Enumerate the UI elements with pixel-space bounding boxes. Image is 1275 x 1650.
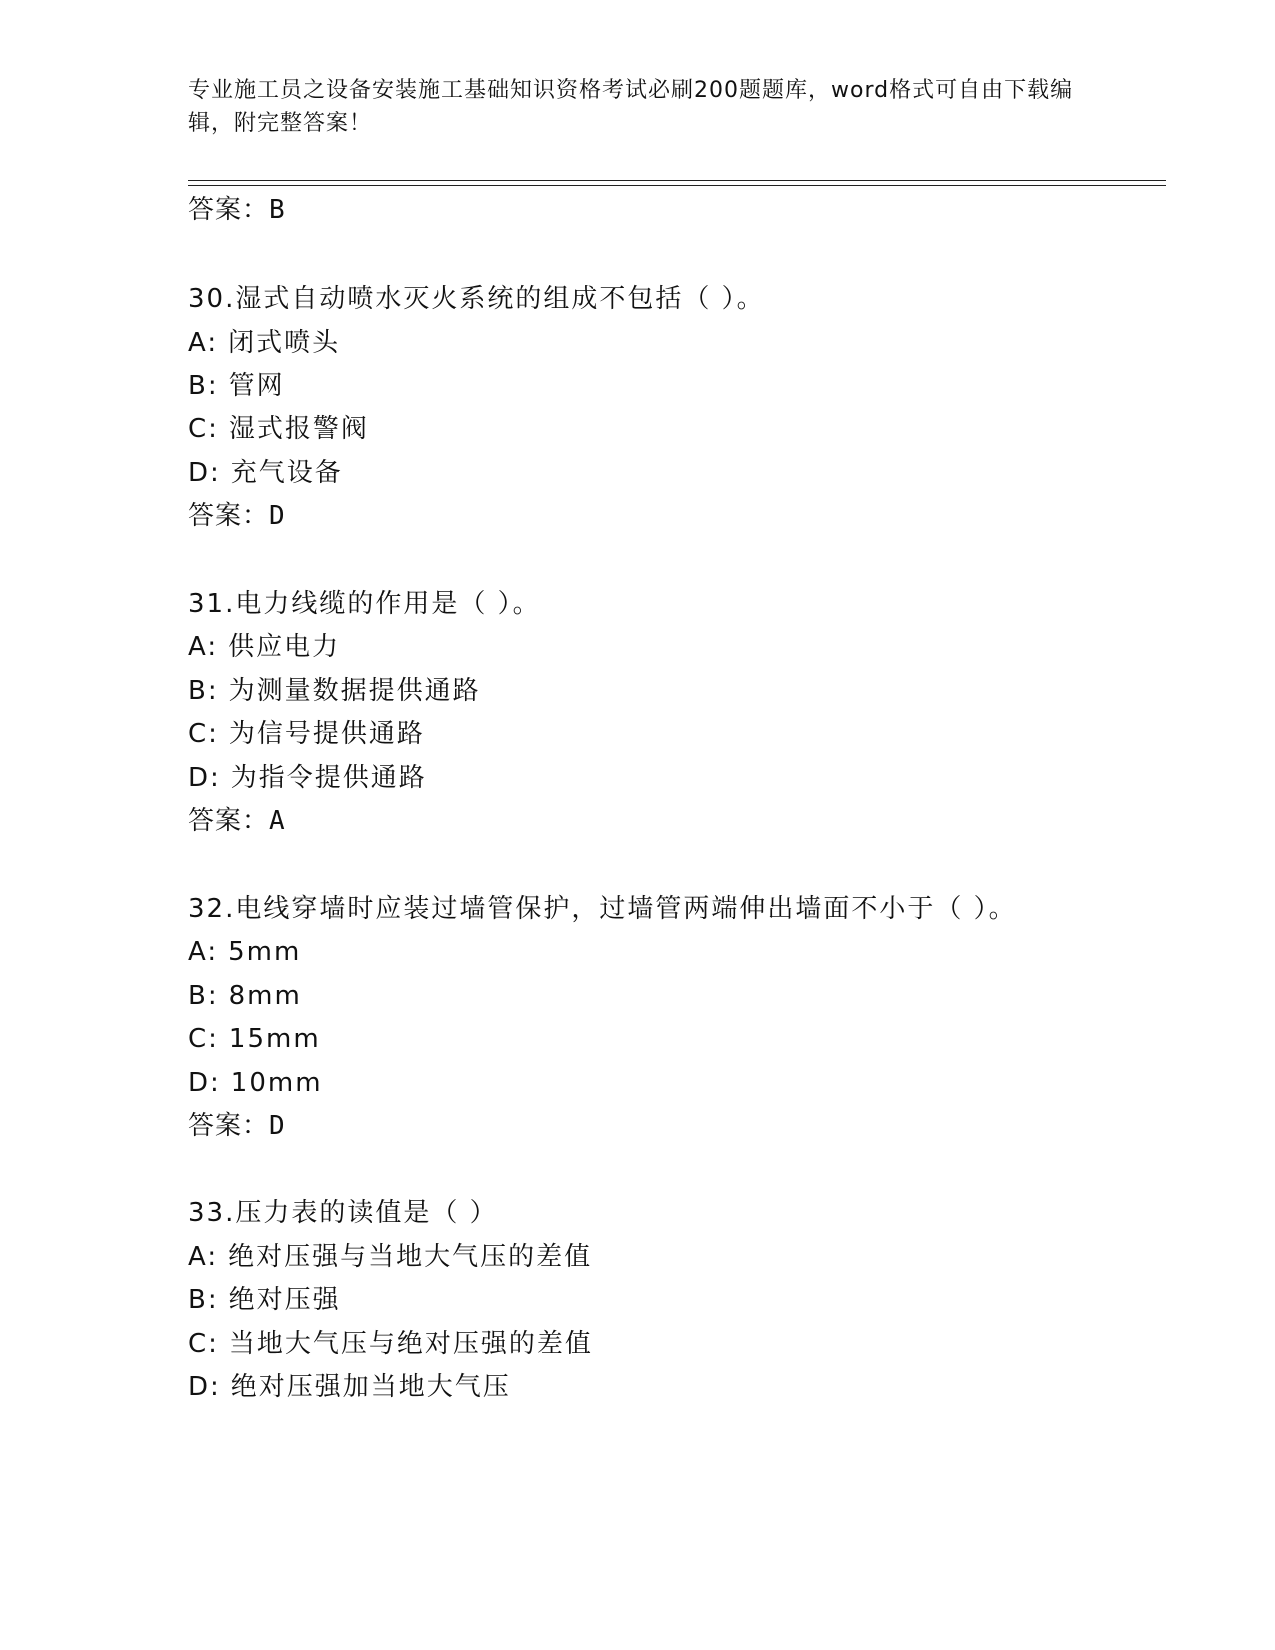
question-stem: 30.湿式自动喷水灭火系统的组成不包括（ ）。 bbox=[188, 284, 765, 314]
option-a bbox=[188, 1240, 592, 1274]
answer-line: 答案：D bbox=[188, 1111, 286, 1141]
option-key: D: bbox=[188, 1372, 221, 1402]
header-divider-bottom bbox=[188, 185, 1166, 186]
option-key: C: bbox=[188, 719, 219, 749]
option-text: 为指令提供通路 bbox=[230, 763, 427, 793]
option-d bbox=[188, 1066, 323, 1100]
option-text: 充气设备 bbox=[230, 458, 343, 488]
option-b bbox=[188, 1283, 341, 1317]
option-key: C: bbox=[188, 414, 219, 444]
option-key: B: bbox=[188, 371, 219, 401]
option-key: A: bbox=[188, 632, 219, 662]
option-text: 当地大气压与绝对压强的差值 bbox=[228, 1329, 593, 1359]
option-d bbox=[188, 761, 427, 795]
option-text: 绝对压强 bbox=[228, 1285, 341, 1315]
option-text: 8mm bbox=[228, 981, 302, 1011]
option-a bbox=[188, 935, 301, 969]
option-b bbox=[188, 979, 302, 1013]
option-key: D: bbox=[188, 458, 221, 488]
option-key: C: bbox=[188, 1024, 219, 1054]
option-key: C: bbox=[188, 1329, 219, 1359]
answer-line: 答案：A bbox=[188, 806, 286, 836]
answer-line: 答案：D bbox=[188, 501, 286, 531]
option-c bbox=[188, 412, 369, 446]
option-key: D: bbox=[188, 1068, 221, 1098]
header-divider-top bbox=[188, 180, 1166, 181]
option-key: A: bbox=[188, 328, 219, 358]
option-text: 10mm bbox=[230, 1068, 323, 1098]
option-key: A: bbox=[188, 937, 219, 967]
option-text: 闭式喷头 bbox=[228, 328, 341, 358]
option-key: D: bbox=[188, 763, 221, 793]
option-text: 供应电力 bbox=[228, 632, 341, 662]
option-d bbox=[188, 1370, 511, 1404]
option-text: 15mm bbox=[228, 1024, 321, 1054]
option-a bbox=[188, 630, 340, 664]
option-c bbox=[188, 1022, 321, 1056]
option-b bbox=[188, 674, 481, 708]
option-d bbox=[188, 456, 343, 490]
question-stem: 32.电线穿墙时应装过墙管保护，过墙管两端伸出墙面不小于（ ）。 bbox=[188, 894, 1017, 924]
option-key: B: bbox=[188, 676, 219, 706]
option-text: 为信号提供通路 bbox=[228, 719, 425, 749]
option-text: 绝对压强与当地大气压的差值 bbox=[228, 1242, 593, 1272]
document-header: 专业施工员之设备安装施工基础知识资格考试必刷200题题库，word格式可自由下载编辑，附完整答案！ bbox=[188, 78, 1074, 136]
option-text: 5mm bbox=[228, 937, 302, 967]
option-text: 为测量数据提供通路 bbox=[228, 676, 481, 706]
option-text: 湿式报警阀 bbox=[228, 414, 369, 444]
option-b bbox=[188, 369, 285, 403]
option-a bbox=[188, 326, 340, 360]
option-key: A: bbox=[188, 1242, 219, 1272]
option-text: 绝对压强加当地大气压 bbox=[230, 1372, 511, 1402]
option-c bbox=[188, 1327, 593, 1361]
answer-line: 答案：B bbox=[188, 195, 286, 225]
option-text: 管网 bbox=[228, 371, 285, 401]
option-key: B: bbox=[188, 981, 219, 1011]
option-c bbox=[188, 717, 425, 751]
option-key: B: bbox=[188, 1285, 219, 1315]
question-stem: 31.电力线缆的作用是（ ）。 bbox=[188, 589, 541, 619]
question-stem: 33.压力表的读值是（ ） bbox=[188, 1198, 498, 1228]
